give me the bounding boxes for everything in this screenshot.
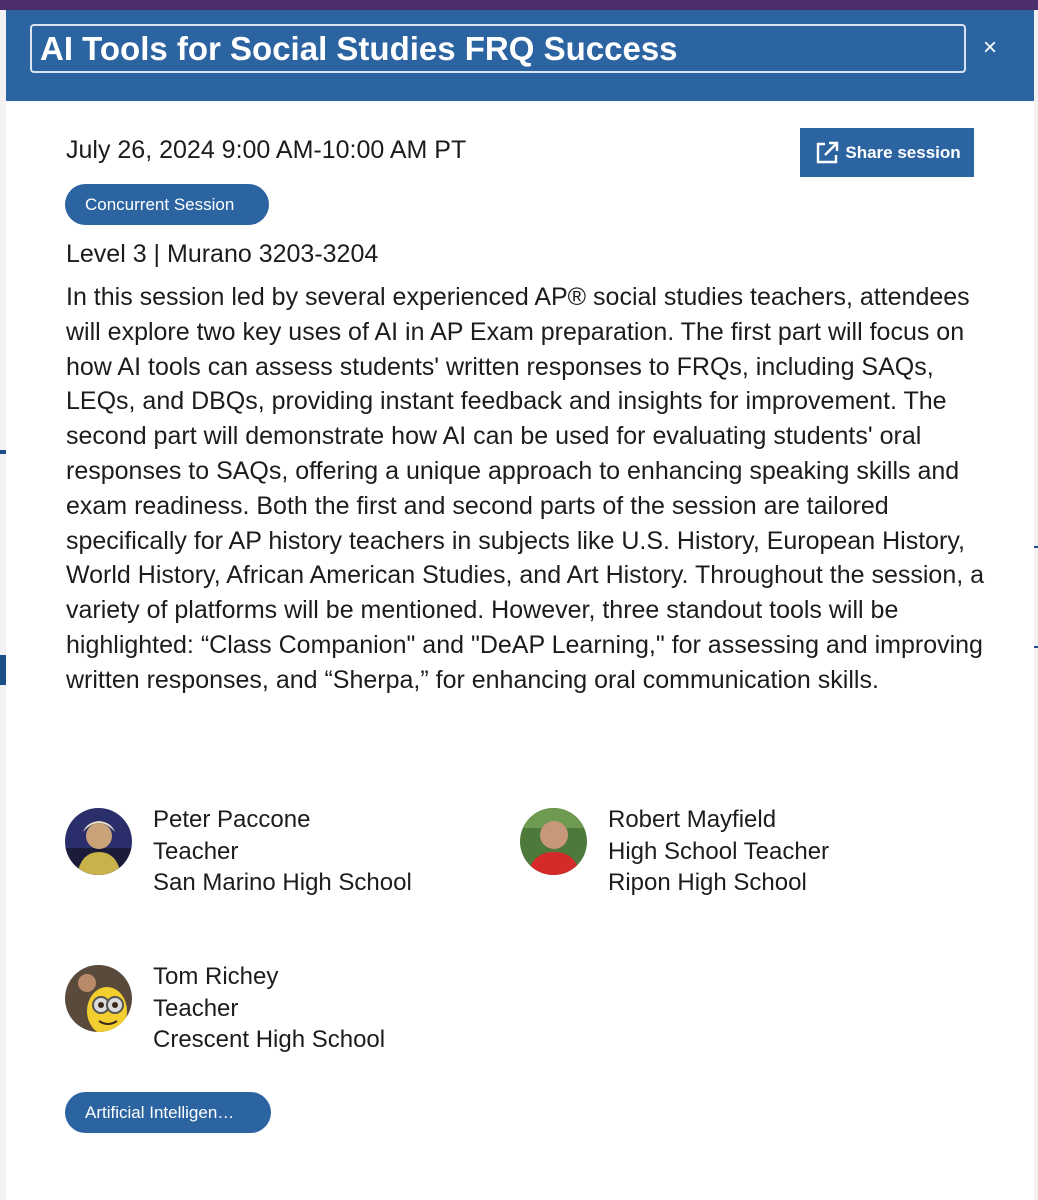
speaker-role: Teacher xyxy=(153,994,239,1022)
speaker-info xyxy=(153,804,412,899)
session-type-label: Concurrent Session xyxy=(85,194,235,214)
avatar[interactable] xyxy=(65,965,132,1032)
background-fragment xyxy=(1034,646,1038,648)
session-location: Level 3 | Murano 3203-3204 xyxy=(66,240,379,268)
speaker-role: Teacher xyxy=(153,837,239,865)
speaker-name[interactable]: Peter Paccone xyxy=(153,806,311,833)
speaker-org: Crescent High School xyxy=(153,1026,386,1053)
close-icon: × xyxy=(982,34,997,61)
speaker-info xyxy=(153,961,385,1056)
speaker-org: Ripon High School xyxy=(608,869,807,896)
speaker-role: High School Teacher xyxy=(608,837,830,865)
close-button[interactable] xyxy=(978,36,1002,60)
speaker-name[interactable]: Tom Richey xyxy=(153,963,279,990)
topic-tag[interactable] xyxy=(65,1092,271,1133)
modal-title-box[interactable] xyxy=(30,24,966,73)
modal-header xyxy=(6,10,1034,101)
avatar[interactable] xyxy=(520,808,587,875)
share-session-label: Share session xyxy=(845,142,961,162)
speaker-org: San Marino High School xyxy=(153,869,412,896)
background-fragment xyxy=(1034,546,1038,548)
session-datetime: July 26, 2024 9:00 AM-10:00 AM PT xyxy=(66,136,467,164)
session-modal xyxy=(6,10,1034,1200)
session-description: In this session led by several experienced AP® social studies teachers, attendees will explore two key uses of AI in AP Exam preparation. The first part will focus on how AI tools can assess students' written responses to FRQs, including SAQs, LEQs, and DBQs, providing instant feedback and insights for improvement. The second part will demonstrate how AI can be used for evaluating students' oral responses to SAQs, offering a unique approach to enhancing speaking skills and exam readiness. Both the first and second parts of the session are tailored specifically for AP history teachers in subjects like U.S. History, European History, World History, African American Studies, and Art History. Throughout the session, a variety of platforms will be mentioned. However, three standout tools will be highlighted: “Class Companion" and "DeAP Learning," for assessing and improving written responses, and “Sherpa,” for enhancing oral communication skills. xyxy=(66,283,985,694)
avatar[interactable] xyxy=(65,808,132,875)
topic-tag-label: Artificial Intelligen… xyxy=(85,1102,235,1122)
share-session-button[interactable] xyxy=(800,128,974,177)
background-page-right xyxy=(1034,10,1038,1200)
speaker-name[interactable]: Robert Mayfield xyxy=(608,806,777,833)
modal-title: AI Tools for Social Studies FRQ Success xyxy=(40,30,678,67)
session-type-badge[interactable] xyxy=(65,184,269,225)
external-link-icon xyxy=(813,139,841,167)
speaker-info xyxy=(608,804,829,899)
background-top-bar xyxy=(0,0,1038,10)
